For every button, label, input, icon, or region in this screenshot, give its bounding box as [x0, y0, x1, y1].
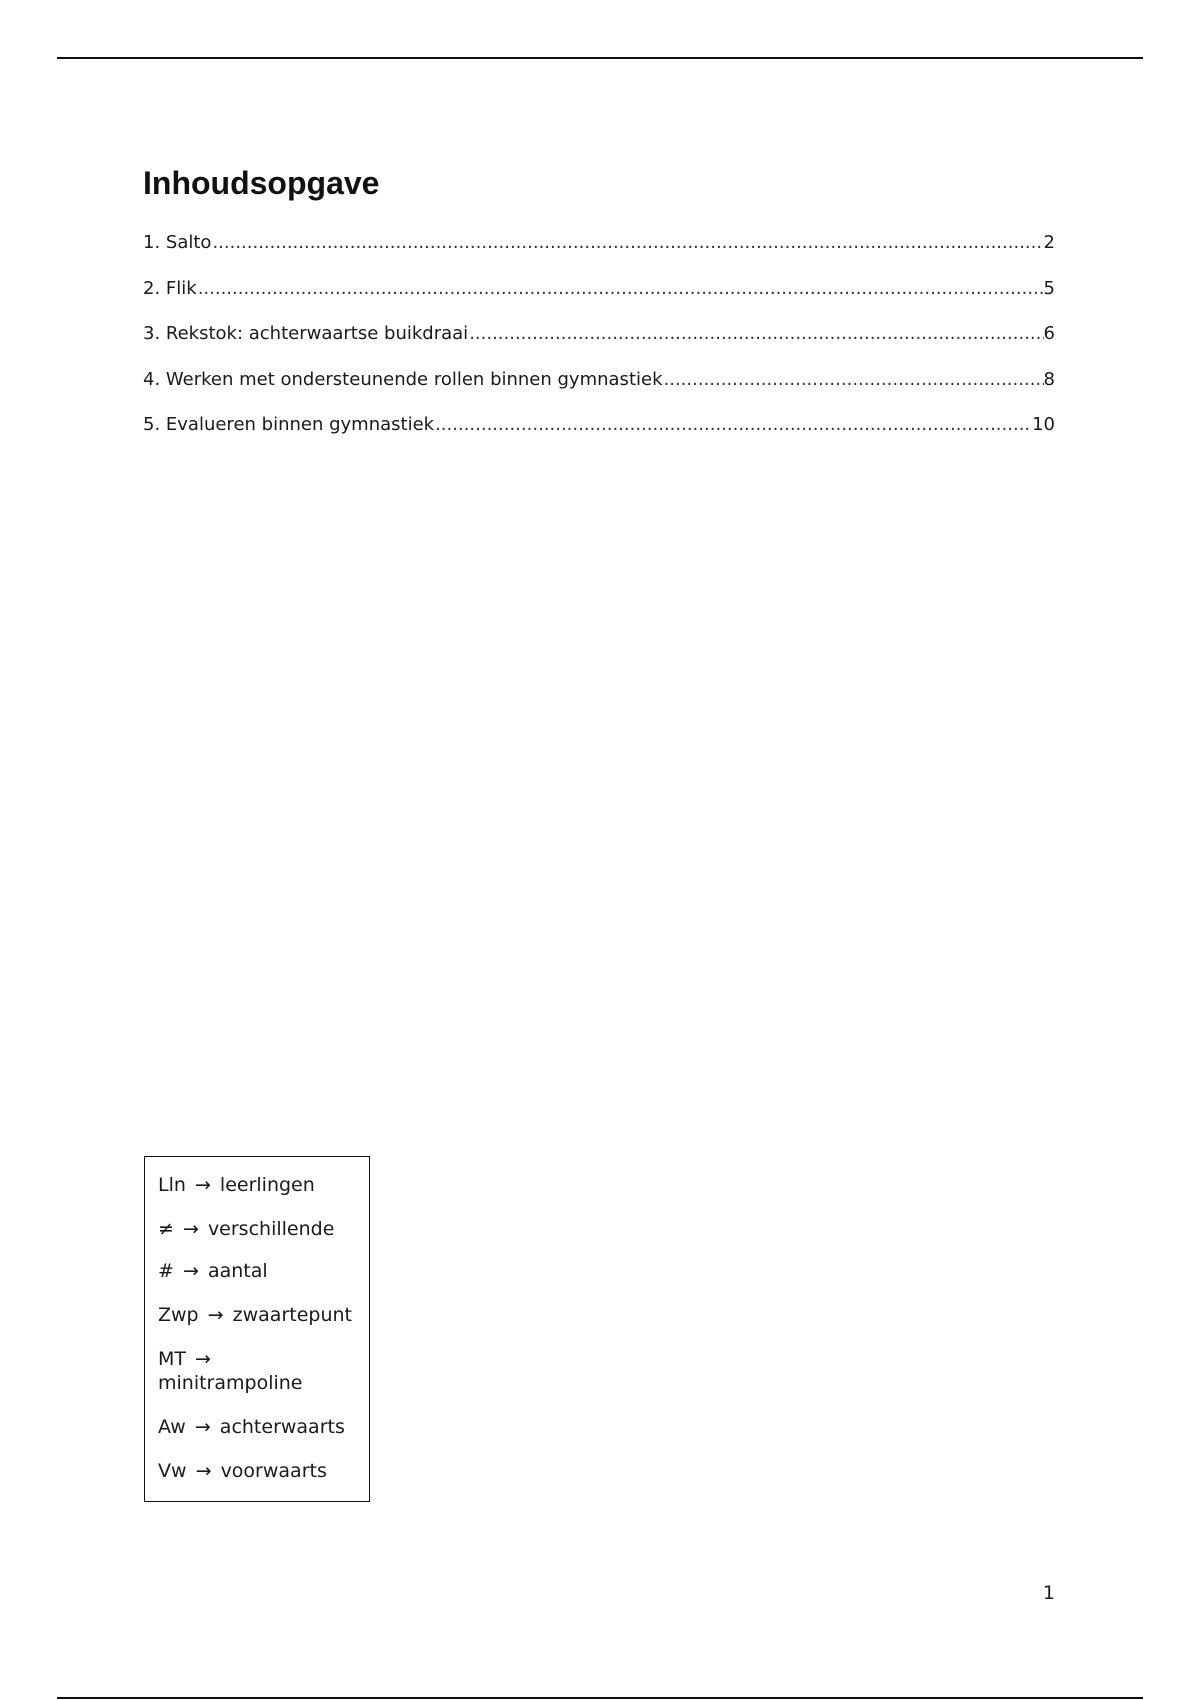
abbreviation-meaning: zwaartepunt: [232, 1304, 352, 1326]
toc-entry-rekstok[interactable]: [143, 323, 1055, 345]
abbreviation-meaning: verschillende: [207, 1218, 335, 1240]
toc-dot-leader: [663, 369, 1044, 391]
table-of-contents: [143, 232, 1055, 436]
abbreviation-term: Vw: [158, 1460, 187, 1482]
abbreviation-item: [158, 1173, 358, 1197]
abbreviation-term: Zwp: [158, 1304, 199, 1326]
toc-entry-label: 3. Rekstok: achterwaartse buikdraai: [143, 323, 469, 344]
abbreviation-term: Aw: [158, 1416, 186, 1438]
toc-entry-flik[interactable]: [143, 278, 1055, 300]
arrow-right-icon: →: [194, 1174, 211, 1196]
arrow-right-icon: →: [194, 1416, 211, 1438]
toc-entry-evalueren[interactable]: [143, 414, 1055, 436]
abbreviation-term: Lln: [158, 1174, 186, 1196]
abbreviation-item: [158, 1259, 358, 1283]
abbreviation-term: #: [158, 1260, 174, 1282]
toc-entry-page: 2: [1043, 232, 1055, 253]
abbreviation-meaning: minitrampoline: [158, 1372, 303, 1394]
abbreviation-term: ≠: [158, 1218, 174, 1240]
abbreviation-item: [158, 1347, 358, 1395]
arrow-right-icon: →: [207, 1304, 224, 1326]
arrow-right-icon: →: [182, 1260, 199, 1282]
toc-entry-label: 4. Werken met ondersteunende rollen binnen gymnastiek: [143, 369, 663, 390]
toc-entry-page: 6: [1043, 323, 1055, 344]
abbreviations-box: [144, 1156, 370, 1502]
page-number: 1: [1042, 1582, 1055, 1604]
abbreviation-item: [158, 1415, 358, 1439]
toc-entry-label: 5. Evalueren binnen gymnastiek: [143, 414, 435, 435]
abbreviation-item: [158, 1303, 358, 1327]
abbreviation-meaning: leerlingen: [219, 1174, 315, 1196]
abbreviation-meaning: achterwaarts: [219, 1416, 345, 1438]
abbreviation-meaning: voorwaarts: [220, 1460, 327, 1482]
abbreviation-item: [158, 1217, 358, 1241]
toc-title: Inhoudsopgave: [143, 165, 380, 201]
abbreviation-term: MT: [158, 1348, 186, 1370]
toc-dot-leader: [434, 414, 1032, 436]
toc-entry-page: 8: [1043, 369, 1055, 390]
toc-entry-ondersteunende-rollen[interactable]: [143, 369, 1055, 391]
arrow-right-icon: →: [195, 1348, 211, 1370]
toc-dot-leader: [197, 278, 1044, 300]
arrow-right-icon: →: [182, 1218, 199, 1240]
toc-entry-label: 1. Salto: [143, 232, 212, 253]
arrow-right-icon: →: [195, 1460, 212, 1482]
toc-entry-page: 5: [1043, 278, 1055, 299]
toc-dot-leader: [211, 232, 1043, 254]
toc-entry-page: 10: [1032, 414, 1055, 435]
abbreviation-meaning: aantal: [207, 1260, 268, 1282]
abbreviation-item: [158, 1459, 358, 1483]
toc-entry-label: 2. Flik: [143, 278, 197, 299]
footer-rule: [57, 1697, 1143, 1699]
toc-dot-leader: [468, 323, 1043, 345]
toc-entry-salto[interactable]: [143, 232, 1055, 254]
abbreviations-list: [145, 1157, 358, 1483]
header-rule: [57, 57, 1143, 59]
